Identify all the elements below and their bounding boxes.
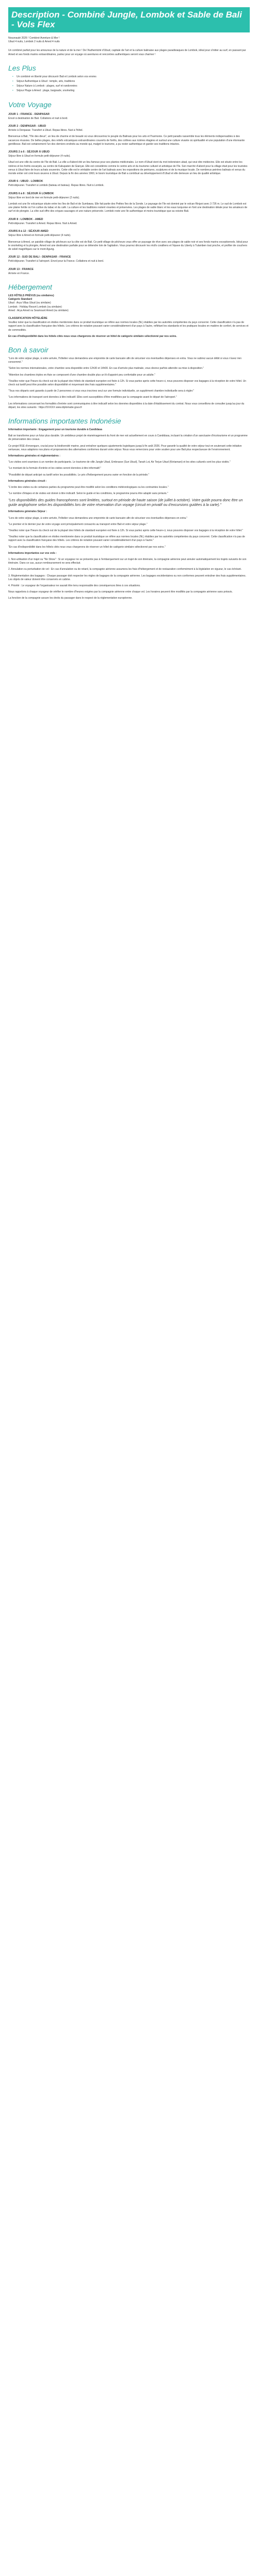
trip-meta [8,37,250,44]
info-paragraph: Nous rappelons à chaque voyageur de vérifier le nombre d'heures exigées par la compagnie aérienne entre chaque vol. Les horaires peuvent être modifiés par la compagnie aérienne sans préavis. [8,590,233,594]
day-text: Lombok est une île volcanique située entre les îles de Bali et de Sumbawa. Elle fait partie des Petites îles de la Sonde. Le paysage de l'île est dominé par le volcan Rinjani avec 3 726 m. Le sud de Lombok est une plaine fertile où l'on cultive du tabac et du café. La culture et les traditions restent vivantes et préservées. Les plages de sable blanc et les eaux turquoise en font une destination idéale pour les amateurs de surf et de plongée. La côte sud offre des criques sauvages et une nature préservée. Lombok reste une île authentique et moins touristique que sa voisine Bali. [8,202,248,213]
bon-a-savoir-item: "Tous nos départs sont garantis à partir de 2 personnes si vous vous inscrivez seul sur une formule individuelle, un supplément chambre individuelle sera à régler." [8,389,195,393]
hotel-list-title: LES HÔTELS PRÉVUS (ou similaires) [8,294,54,297]
hotel-list [8,294,250,313]
info-paragraph: La fonction de la compagnie assure les droits du passager dans le respect de la réglementation européenne. [8,597,133,600]
day-title: JOUR 8 : LOMBOK - AMED [8,217,43,221]
info-paragraph: "En cas d'indisponibilité dans les hôtels cités nous vous chargerons de réserver un hôtel de catégorie similaire sélectionné par nos soins." [8,545,166,549]
day-text: Petit-déjeuner. Transfert à Lombok (bateau et bateau). Repas libres. Nuit à Lombok. [8,184,104,188]
info-paragraph: Bali se transforme pour un futur plus durable. Un ambitieux projet de réaménagement du front de mer est actuellement en cours à Candidasa, incluant la création d'un sanctuaire d'écotourisme et un programme de préservation des coraux. [8,434,248,442]
hotel-category: Catégorie Standard [8,298,33,301]
page-title: Description - Combiné Jungle, Lombok et Sable de Bali - Vols Flex [8,7,250,32]
bon-a-savoir-item: "Les informations de transport sont données à titre indicatif. Elles sont susceptibles d'être modifiées par la compagnie avant le départ de l'aéroport." [8,396,177,399]
info-paragraph: "Lors de votre séjour plage, à votre arrivée, l'hôtelier vous demandera une empreinte de carte bancaire afin de sécuriser vos éventuelles dépenses en extra." [8,516,188,520]
info-paragraph: 4. Priorité : Le voyageur de l'organisateur ne saurait être tenu responsable des conséquences liées à ces situations. [8,584,141,588]
infos-intro-title: Information importante : Engagement pour un tourisme durable à Candidasa [8,428,102,431]
day-text: Petit-déjeuner. Transfert à l'aéroport. Envol pour la France. Collations et nuit à bord. [8,260,104,263]
info-paragraph: Informations importantes sur vos vols : [8,551,57,555]
day-title: JOUR 13 : FRANCE [8,267,34,271]
bon-a-savoir-item: "Attention les chambres triples en Asie se composent d'une chambre double plus un lit d'appoint peu confortable pour un adulte." [8,373,155,377]
day-title: JOUR 1 : FRANCE - DENPASAR [8,112,50,116]
day-title: JOURS 8 à 12 : SÉJOUR AMED [8,230,49,233]
bon-a-savoir-item: "Selon les normes internationales, votre chambre sera disponible entre 12h30 et 14h00. En cas d'arrivée plus matinale, vous devrez parfois attendre sa mise à disposition." [8,367,204,370]
info-paragraph: "Veuillez noter que la classification en étoiles mentionnée dans ce produit touristique se réfère aux normes locales (NL) établies par les autorités compétentes du pays concerné. Cette classification n'a pas de rapport avec la classification française des hôtels. Les critères de notation pouvant varier considérablement d'un pays à l'autre." [8,535,245,543]
hotel-item: Lombok : Holiday Resort Lombok (ou similaire) [8,305,62,309]
info-paragraph: "Possibilité de départ anticipé ou tardif selon les possibilités. Le prix d'hébergement pourra varier en fonction de la période." [8,473,150,477]
bon-a-savoir-item: "Veuillez noter que l'heure du check out de la plupart des hôtels de standard européen est fixée à 12h. Si vous partez après cette heure-ci, nous pouvons disposer vos bagages à la réception de votre hôtel. Un check out tardif peut être possible selon disponibilité et moyennant des frais supplémentaires." [8,379,247,386]
info-paragraph: "Les visites sont soumises à un nombre de participants. Le tourisme de ville Jungle Ubud, Embrasse (Sun Ubud), Tanah Lot, Air Terjun Ubud (Kintamani) et les sites culturels sont les plus visités." [8,461,231,464]
intro-paragraph: Un combiné parfait pour les amoureux de la nature et de la mer ! De l'Authenticité d'Ubud, capitale de l'art et la culture balinaise aux plages paradisiaques de Lombok, idéal pour s'initier au surf, en passant par Amed et ses fonds marins extraordinaires, partez pour un voyage où aventures et rencontres authentiques seront vous charmer ! [8,49,246,56]
itinerary [8,113,250,276]
info-paragraph: "Les disponibilités des guides francophones sont limitées, surtout en période de haute saison (de juillet à octobre). Votre guide pourra donc être un guide anglophone selon les disponibilités lors de votre réservation d'un voyage (circuit en privatif ou d'excursions guidées à la carte)." [8,499,243,507]
info-paragraph: 3. Réglementation des bagages : Chaque passager doit respecter les règles de bagages de la compagnie aérienne. Les bagages excédentaires ou non conformes peuvent entraîner des frais supplémentaires. Les objets de valeur doivent être conservés en cabine. [8,574,246,581]
classification-text: Veuillez noter que la classification en étoiles mentionnée dans ce produit touristique se réfère aux normes locales (NL) établies par les autorités compétentes du pays concerné. Cette classification n'a pas de rapport avec la classification française des hôtels. Les critères de notation pouvant varier considérablement d'un pays à l'autre, reflétant les standards et les pratiques locales en matière de confort, de services et de commodités. [8,321,249,332]
meta-line: Nouveauté 2026 ! Combiné Aventure & Mer ! [8,37,60,40]
info-paragraph: "Le premier et le dernier jour de votre voyage sont principalement consacrés au transport entre Bali et votre séjour plage." [8,522,148,526]
day-text: Séjour libre à Amed en formule petit-déjeuner (4 nuits). [8,234,71,238]
info-paragraph: 2. Annulation ou perturbation de vol : En cas d'annulation ou de retard, la compagnie aérienne assumera les frais d'hébergement et de restauration conformément à la législation en vigueur, le cas échéant. [8,568,242,571]
day-text: Ubud est une ville du centre de l'île de Bali. La ville a d'abord été un lieu fameux pour ses plantes médicinales. Le nom d'Ubud vient du mot indonésien ubad, qui veut dire médecine. Elle est située entre les rizières et les forêts escarpés, au centre de Kabupaten de Gianyar. Elle est considérée comme le centre arts et du tourisme culturel et artistique de l'île. Son marché d'abord pour la village était pour les touristes venus à Ubud faire de leurs achats souvenirs. Cette ville est le véritable centre de l'art balinais avec les expositions de peintures, sculptures et de la musique locale. De nombreux peintres balinais et venus du monde entier ont créé leurs œuvres à Ubud. Depuis la fin des années 1960, le boom touristique de Bali a contribué au développement d'Ubud et elle demeure un lieu de qualité artistique. [8,161,248,176]
plus-list [12,75,250,93]
meta-line: Ubud 4 nuits, Lombok 2 nuits & Amed 4 nuits [8,40,60,44]
section-heading-bon-a-savoir: Bon à savoir [8,345,49,354]
info-paragraph: "Le montant de la formule d'entrée et les visites seront données à titre informatif." [8,467,101,470]
classification-title: CLASSIFICATION HÔTELIÈRE [8,316,47,320]
info-paragraph: Informations générales et règlementaires : [8,454,60,457]
section-heading-plus: Les Plus [8,63,36,72]
day-text: Arrivée en France. [8,272,30,275]
classification-note: En cas d'indisponibilité dans les hôtels cités nous vous chargerons de réserver un hôtel de catégorie similaire sélectionné par nos soins. [8,334,177,338]
day-text: Séjour libre en bord de mer en formule petit-déjeuner (2 nuits). [8,196,80,199]
day-text: Envol à destination de Bali. Collations et nuit à bord. [8,116,68,120]
list-item: • Séjour Plage à Amed : plage, baignade, snorkeling [12,89,250,93]
day-title: JOURS 6 à 8 : SÉJOUR À LOMBOK [8,192,54,195]
info-paragraph: 1. Non-utilisation d'un trajet ou "No Show" : Si un voyageur ne se présente pas à l'embarquement sur un trajet de son itinéraire, la compagnie aérienne peut annuler automatiquement les trajets suivants de son itinéraire. Dans ce cas, aucun remboursement ne sera effectué. [8,558,247,565]
info-paragraph: "L'ordre des visites ou de certaines parties du programme peut être modifié selon les conditions météorologiques ou les contraintes locales." [8,486,169,489]
day-text: Bienvenue à Amed, un paisible village de pêcheurs sur la côte est de Bali. Ce petit village de pêcheurs vous offre un paysage de rêve avec ses plages de sable noir et ses fonds marins exceptionnels. Idéal pour le snorkeling et la plongée, Amed est une destination parfaite pour se détendre loin de l'agitation. Vous pourrez découvrir les récifs coralliens et l'épave du Liberty à Tulamben tout proche, et profiter de couchers de soleil magnifiques sur le mont Agung. [8,240,248,251]
day-text: Séjour libre à Ubud en formule petit-déjeuner (4 nuits). [8,155,71,158]
section-heading-voyage: Votre Voyage [8,100,52,109]
bon-a-savoir-item: Les informations concernant les formalités d'entrée sont communiquées à titre indicatif selon les données disponibles à la date d'établissement du contrat. Nous vous conseillons de consulter jusqu'au jour du départ, les sites suivants : https://XXXXX www.diplomatie.gouv.fr [8,402,245,409]
day-title: JOUR 2 : DENPASAR - UBUD [8,125,46,128]
section-heading-hebergement: Hébergement [8,282,52,291]
hotel-item: Amed : Arya Amed ou Seamount Amed (ou similaire) [8,309,69,312]
hotel-item: Ubud : Arya Villas Ubud (ou similaire) [8,301,51,305]
info-paragraph: Informations générales circuit : [8,479,47,483]
section-heading-infos: Informations importantes Indonésie [8,416,121,425]
list-item: • Un combiné en liberté pour découvrir Bali et Lombok selon vos envies [12,75,250,79]
info-paragraph: Ce projet RSE d'envergure, crucial pour la biodiversité marine, peut entraîner quelques ajustements logistiques jusqu'à fin août 2026. Pour garantir la qualité de votre séjour tout en soutenant cette initiative vertueuse, nous adaptons nos plans et proposerons des alternatives conformes durant votre séjour. Nous vous remercions pour votre soutien pour une Bali plus respectueuse de l'environnement. [8,444,242,451]
day-text: Arrivée à Denpasar. Transfert à Ubud. Repas libres. Nuit à l'hôtel. [8,129,83,132]
day-title: JOUR 6 : UBUD - LOMBOK [8,180,43,183]
list-item: • Séjour Nature à Lombok : plages, surf et randonnées [12,84,250,88]
day-text: Petit-déjeuner. Transfert à Amed. Repas libres. Nuit à Amed. [8,222,77,225]
day-title: JOUR 12 : SUD DE BALI - DENPASAR - FRANCE [8,256,71,259]
info-paragraph: Informations générales Séjour : [8,510,47,514]
bon-a-savoir-item: "Lors de votre séjour plage, à votre arrivée, l'hôtelier vous demandera une empreinte de carte bancaire afin de sécuriser vos éventuelles dépenses en extra. Vous ne subirez aucun débit si vous n'avez rien consommé." [8,357,242,364]
bon-a-savoir-list [8,357,250,410]
info-paragraph: "Veuillez noter que l'heure du check out de la plupart des hôtels de standard européen est fixée à 12h. Si vous partez après cette heure-ci, nous pouvons disposer vos bagages à la réception de votre hôtel." [8,529,244,533]
day-text: Bienvenue à Bali, "l'île des dieux", un lieu de charme et de beauté où vous découvrirez le peuple du Balinais pour les arts et l'harmonie. Ce petit paradis rassemble tous les éléments indispensables à des vacances réussies. De belles plages, des reliefs volcaniques extraordinaires couverts de forêts, des collines aux rizières étagées et surtout une culture vivante où spiritualité et une population d'une étonnante gentillesse. Bali est certainement l'un des derniers endroits au monde qui, malgré le tourisme, a pu rester authentique et garder ses traditions intactes. [8,135,245,146]
infos-list [8,434,250,600]
list-item: • Séjour Authentique à Ubud : temple, arts, traditions [12,80,250,83]
info-paragraph: "Le nombre d'étapes et de visites est donné à titre indicatif. Selon le guide et les conditions, le programme pourra être adapté sans préavis." [8,492,168,496]
day-title: JOURS 2 à 6 : SÉJOUR À UBUD [8,150,50,154]
